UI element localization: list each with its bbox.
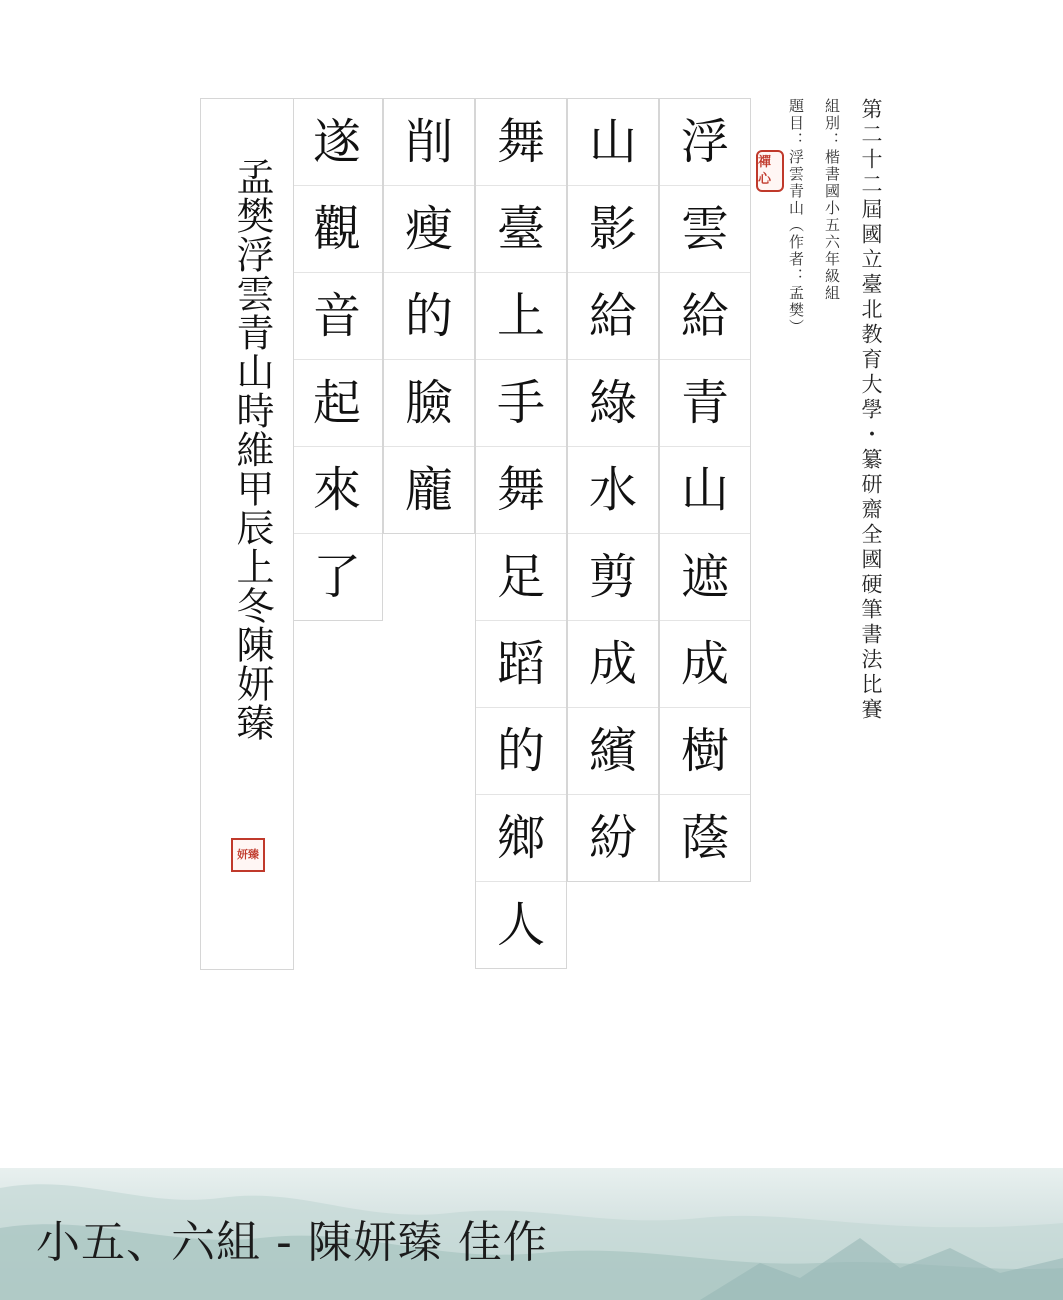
char-cell: 山 xyxy=(568,99,658,186)
topic-label: 題目：浮雲青山（作者：孟樊） xyxy=(787,98,805,336)
char-cell: 給 xyxy=(568,273,658,360)
char-cell: 成 xyxy=(568,621,658,708)
char-cell: 遮 xyxy=(660,534,750,621)
char-cell: 樹 xyxy=(660,708,750,795)
char-cell: 青 xyxy=(660,360,750,447)
group-label: 組別：楷書國小五六年級組 xyxy=(823,98,841,302)
char-cell: 足 xyxy=(476,534,566,621)
poem-column-4 xyxy=(383,98,475,534)
char-cell: 音 xyxy=(292,273,382,360)
char-cell: 臺 xyxy=(476,186,566,273)
char-cell: 的 xyxy=(384,273,474,360)
char-cell: 成 xyxy=(660,621,750,708)
char-cell: 削 xyxy=(384,99,474,186)
char-cell: 的 xyxy=(476,708,566,795)
char-cell: 給 xyxy=(660,273,750,360)
char-cell: 龐 xyxy=(404,462,453,518)
header-seal-text: 禪心 xyxy=(758,155,772,187)
char-cell: 起 xyxy=(292,360,382,447)
char-cell: 山 xyxy=(660,447,750,534)
char-cell: 舞 xyxy=(476,99,566,186)
char-cell: 蔭 xyxy=(680,810,729,866)
char-cell: 紛 xyxy=(588,810,637,866)
char-cell: 蹈 xyxy=(476,621,566,708)
poem-column-3 xyxy=(475,98,567,969)
poem-column-5 xyxy=(291,98,383,621)
award-caption: 小五、六組 - 陳妍臻 佳作 xyxy=(36,1217,548,1268)
char-cell: 綠 xyxy=(568,360,658,447)
char-cell: 影 xyxy=(568,186,658,273)
char-cell: 遂 xyxy=(292,99,382,186)
char-cell: 瘦 xyxy=(384,186,474,273)
char-cell: 繽 xyxy=(568,708,658,795)
char-cell: 浮 xyxy=(660,99,750,186)
poem-column-1 xyxy=(659,98,751,882)
signature-seal-text: 妍臻 xyxy=(237,848,259,861)
poem-column-2 xyxy=(567,98,659,882)
char-cell: 上 xyxy=(476,273,566,360)
char-cell: 鄉 xyxy=(476,795,566,882)
char-cell: 來 xyxy=(292,447,382,534)
char-cell: 臉 xyxy=(384,360,474,447)
competition-title: 第二十二屆國立臺北教育大學・纂研齋全國硬筆書法比賽 xyxy=(859,98,883,723)
signature-seal-stamp xyxy=(231,838,265,872)
char-cell: 舞 xyxy=(476,447,566,534)
char-cell: 了 xyxy=(312,549,361,605)
char-cell: 手 xyxy=(476,360,566,447)
char-cell: 雲 xyxy=(660,186,750,273)
char-cell: 水 xyxy=(568,447,658,534)
signature-text: 孟樊浮雲青山時維甲辰上冬陳妍臻 xyxy=(230,157,274,742)
char-cell: 剪 xyxy=(568,534,658,621)
char-cell: 人 xyxy=(496,897,545,953)
char-cell: 觀 xyxy=(292,186,382,273)
header-seal-stamp xyxy=(756,150,784,192)
